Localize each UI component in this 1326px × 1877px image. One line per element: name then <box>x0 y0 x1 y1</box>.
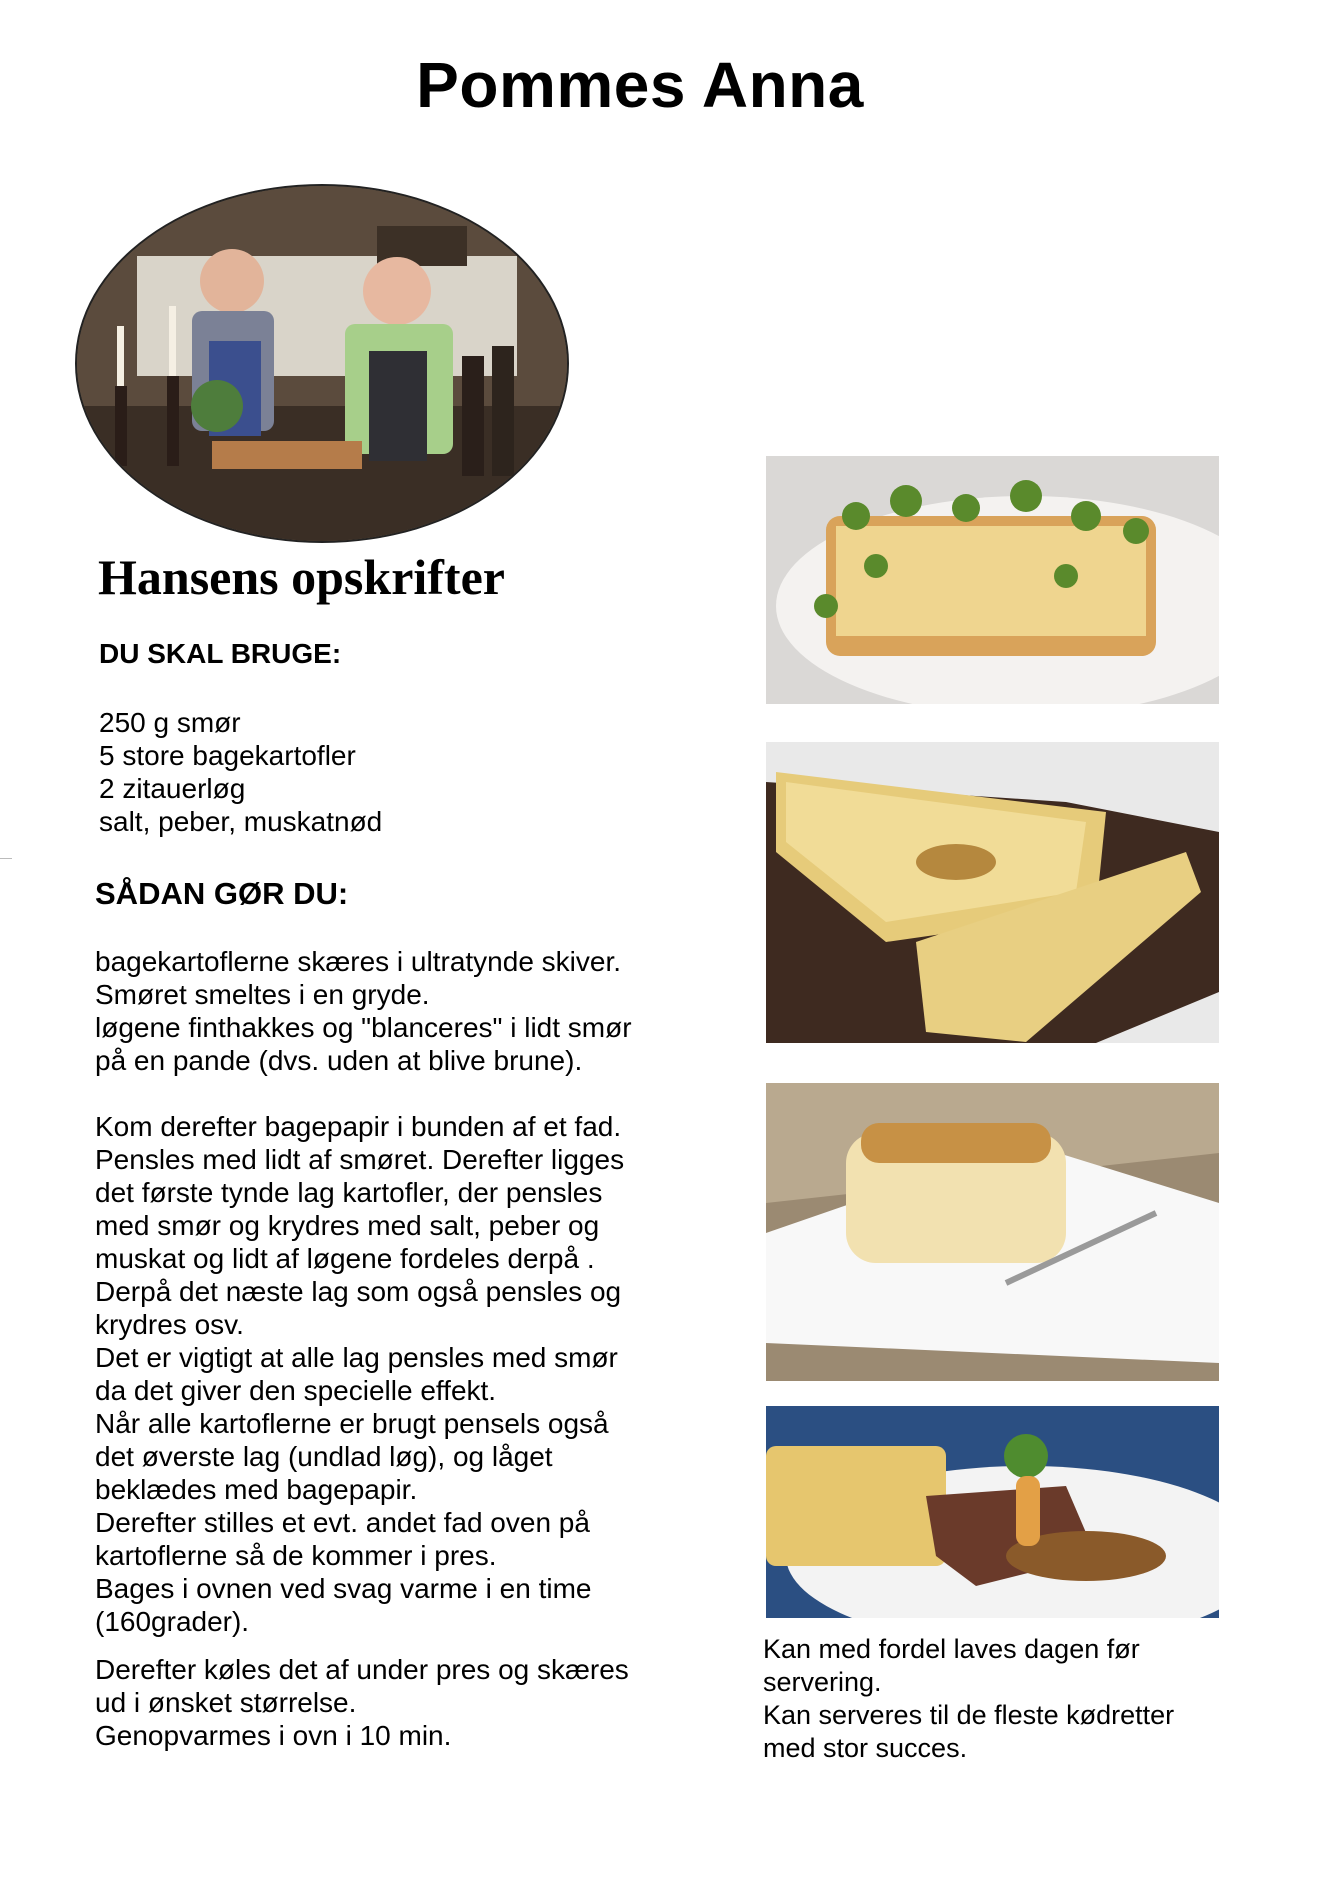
ingredients-heading: DU SKAL BRUGE: <box>99 638 342 669</box>
method-line: bagekartoflerne skæres i ultratynde skiver. <box>95 946 622 977</box>
ingredient-item: salt, peber, muskatnød <box>99 806 383 837</box>
food-photo-steak <box>766 1406 1219 1618</box>
ingredient-item: 2 zitauerløg <box>99 773 246 804</box>
method-paragraph-3 <box>95 1653 629 1752</box>
page-title: Pommes Anna <box>416 49 864 121</box>
method-line: Derefter stilles et evt. andet fad oven på <box>95 1507 590 1538</box>
method-line: muskat og lidt af løgene fordeles derpå . <box>95 1243 595 1274</box>
method-line: da det giver den specielle effekt. <box>95 1375 497 1406</box>
method-line: Kom derefter bagepapir i bunden af et fad. <box>95 1111 622 1142</box>
note-line: Kan serveres til de fleste kødretter <box>763 1700 1175 1730</box>
edge-mark <box>0 858 12 859</box>
method-paragraph-2 <box>95 1110 624 1638</box>
method-line: Derpå det næste lag som også pensles og <box>95 1276 622 1307</box>
food-photo-cress <box>766 456 1219 704</box>
method-line: ud i ønsket størrelse. <box>95 1687 357 1718</box>
food-photo-plate-fork <box>766 1083 1219 1381</box>
method-line: løgene finthakkes og "blanceres" i lidt smør <box>95 1012 632 1043</box>
ingredient-item: 250 g smør <box>99 707 241 738</box>
note-line: Kan med fordel laves dagen før <box>763 1634 1140 1664</box>
method-line: Når alle kartoflerne er brugt pensels også <box>95 1408 609 1439</box>
brand-name: Hansens opskrifter <box>98 549 505 605</box>
method-line: på en pande (dvs. uden at blive brune). <box>95 1045 583 1076</box>
method-line: det første tynde lag kartofler, der pensles <box>95 1177 603 1208</box>
method-line: Derefter køles det af under pres og skæres <box>95 1654 629 1685</box>
method-line: med smør og krydres med salt, peber og <box>95 1210 600 1241</box>
note-line: servering. <box>763 1667 882 1697</box>
method-line: beklædes med bagepapir. <box>95 1474 418 1505</box>
method-heading: SÅDAN GØR DU: <box>95 876 349 911</box>
method-line: Smøret smeltes i en gryde. <box>95 979 430 1010</box>
method-paragraph-1 <box>95 945 632 1077</box>
ingredient-item: 5 store bagekartofler <box>99 740 356 771</box>
method-line: krydres osv. <box>95 1309 244 1340</box>
method-line: (160grader). <box>95 1606 250 1637</box>
ingredients-list <box>99 706 382 838</box>
chefs-photo <box>75 184 569 543</box>
method-line: kartoflerne så de kommer i pres. <box>95 1540 497 1571</box>
note-line: med stor succes. <box>763 1733 968 1763</box>
method-line: Bages i ovnen ved svag varme i en time <box>95 1573 592 1604</box>
method-line: Pensles med lidt af smøret. Derefter ligges <box>95 1144 625 1175</box>
method-line: Det er vigtigt at alle lag pensles med smør <box>95 1342 618 1373</box>
method-line: det øverste lag (undlad løg), og låget <box>95 1441 553 1472</box>
serving-notes <box>763 1633 1174 1765</box>
method-line: Genopvarmes i ovn i 10 min. <box>95 1720 452 1751</box>
food-photo-board <box>766 742 1219 1043</box>
